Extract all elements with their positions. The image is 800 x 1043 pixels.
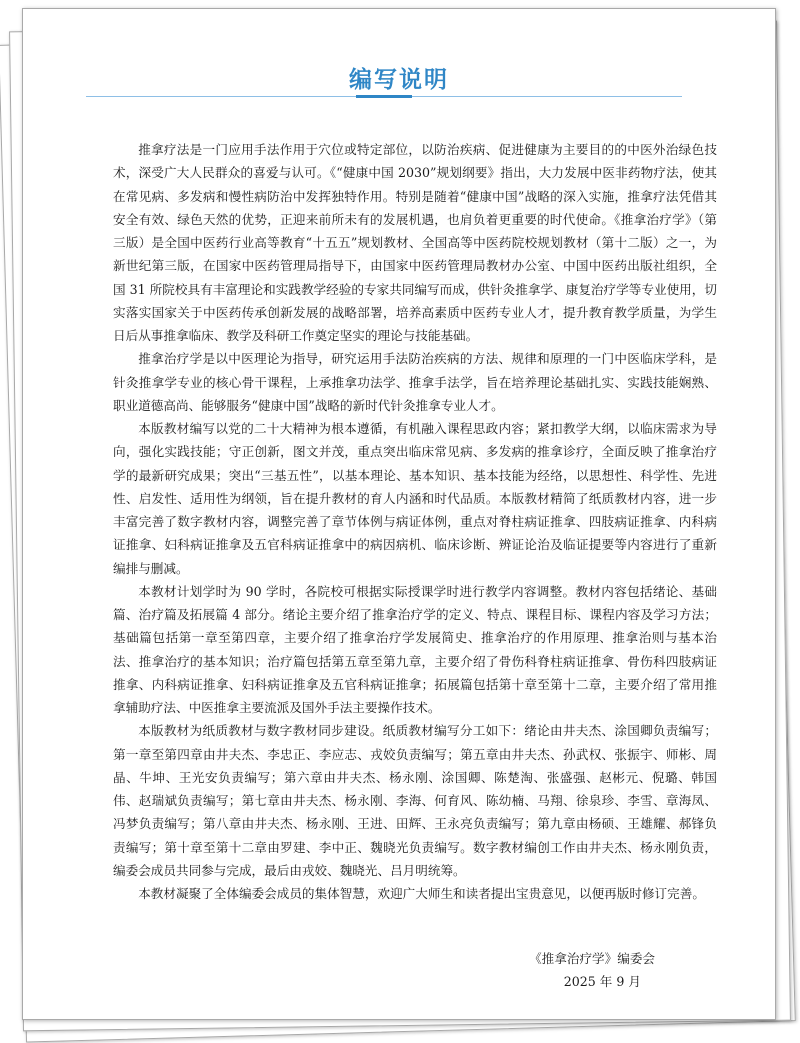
document-page xyxy=(22,8,776,1020)
signature-block xyxy=(529,947,655,993)
paragraph-closing: 本教材凝聚了全体编委会成员的集体智慧，欢迎广大师生和读者提出宝贵意见，以便再版时修订完善。 xyxy=(138,886,705,901)
body-text xyxy=(113,138,717,905)
paragraph-discipline: 推拿治疗学是以中医理论为指导，研究运用手法防治疾病的方法、规律和原理的一门中医临床学科，是针灸推拿学专业的核心骨干课程，上承推拿功法学、推拿手法学，旨在培养理论基础扎实、实践技能娴熟、职业道德高尚、能够服务“健康中国”战略的新时代针灸推拿专业人才。 xyxy=(113,351,717,413)
title-divider-accent xyxy=(356,95,412,98)
signature-date: 2025 年 9 月 xyxy=(563,974,641,989)
paragraph-structure: 本教材计划学时为 90 学时，各院校可根据实际授课学时进行教学内容调整。教材内容包括绪论、基础篇、治疗篇及拓展篇 4 部分。绪论主要介绍了推拿治疗学的定义、特点、课程目标、课程内容及学习方法；基础篇包括第一章至第四章，主要介绍了推拿治疗学发展简史、推拿治疗的作用原理、推拿治则与基本治法、推拿治疗的基本知识；治疗篇包括第五章至第九章，主要介绍了骨伤科脊柱病证推拿、骨伤科四肢病证推拿、内科病证推拿、妇科病证推拿及五官科病证推拿；拓展篇包括第十章至第十二章，主要介绍了常用推拿辅助疗法、中医推拿主要流派及国外手法主要操作技术。 xyxy=(113,583,717,715)
page-title: 编写说明 xyxy=(349,67,449,93)
paragraph-authors: 本版教材为纸质教材与数字教材同步建设。纸质教材编写分工如下：绪论由井夫杰、涂国卿负责编写；第一章至第四章由井夫杰、李忠正、李应志、戎姣负责编写；第五章由井夫杰、孙武权、张振宇、师彬、周晶、牛坤、王光安负责编写；第六章由井夫杰、杨永刚、涂国卿、陈楚淘、张盛强、赵彬元、倪璐、韩国伟、赵瑞斌负责编写；第七章由井夫杰、杨永刚、李海、何育风、陈幼楠、马翔、徐泉珍、李雪、章海凤、冯梦负责编写；第八章由井夫杰、杨永刚、王进、田辉、王永亮负责编写；第九章由杨硕、王雄耀、郝锋负责编写；第十章至第十二章由罗建、李中正、魏晓光负责编写。数字教材编创工作由井夫杰、杨永刚负责，编委会成员共同参与完成，最后由戎姣、魏晓光、吕月明统筹。 xyxy=(113,723,717,878)
paragraph-intro: 推拿疗法是一门应用手法作用于穴位或特定部位，以防治疾病、促进健康为主要目的的中医外治绿色技术，深受广大人民群众的喜爱与认可。《“健康中国 2030”规划纲要》指出，大力发展中医非药物疗法，使其在常见病、多发病和慢性病防治中发挥独特作用。特别是随着“健康中国”战略的深入实施，推拿疗法凭借其安全有效、绿色天然的优势，正迎来前所未有的发展机遇，也肩负着更重要的时代使命。《推拿治疗学》（第三版）是全国中医药行业高等教育“十五五”规划教材、全国高等中医药院校规划教材（第十二版）之一，为新世纪第三版，在国家中医药管理局指导下，由国家中医药管理局教材办公室、中国中医药出版社组织，全国 31 所院校具有丰富理论和实践教学经验的专家共同编写而成，供针灸推拿学、康复治疗学等专业使用，切实落实国家关于中医药传承创新发展的战略部署，培养高素质中医药专业人才，提升教育教学质量，为学生日后从事推拿临床、教学及科研工作奠定坚实的理论与技能基础。 xyxy=(113,142,717,343)
paragraph-edition-features: 本版教材编写以党的二十大精神为根本遵循，有机融入课程思政内容；紧扣教学大纲，以临床需求为导向，强化实践技能；守正创新，图文并茂，重点突出临床常见病、多发病的推拿诊疗，全面反映了推拿治疗学的最新研究成果；突出“三基五性”，以基本理论、基本知识、基本技能为经络，以思想性、科学性、先进性、启发性、适用性为纲领，旨在提升教材的育人内涵和时代品质。本版教材精简了纸质教材内容，进一步丰富完善了数字教材内容，调整完善了章节体例与病证体例，重点对脊柱病证推拿、四肢病证推拿、内科病证推拿、妇科病证推拿及五官科病证推拿中的病因病机、临床诊断、辨证论治及临证提要等内容进行了重新编排与删减。 xyxy=(113,421,717,576)
editorial-board-signature: 《推拿治疗学》编委会 xyxy=(529,951,655,966)
